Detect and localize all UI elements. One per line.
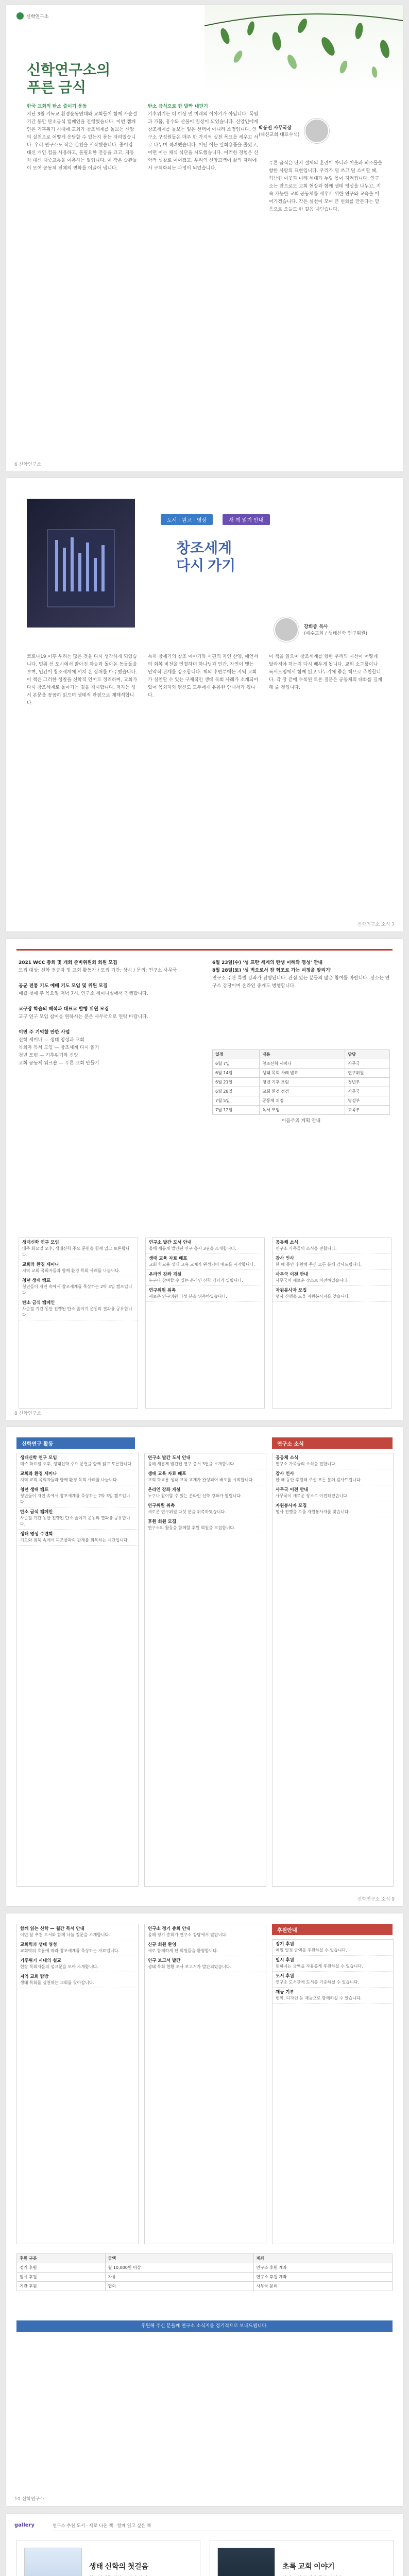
list-item: 연구위원 위촉 새로운 연구위원 다섯 분을 위촉하였습니다. [145,1501,266,1517]
table-caption: 이음주의 계획 안내 [281,1118,321,1124]
page-3 [6,939,403,1420]
notices-right [212,959,390,1042]
article-column-2 [148,103,259,453]
book-cover-image [27,499,135,628]
program-title: 이번 주 기억할 만한 사업 [19,1030,70,1035]
author-box [274,617,367,642]
list-item: 함께 읽는 신학 — 월간 독서 안내 이번 달 추천 도서와 함께 나눌 질문을 소개합니다. [17,1924,138,1940]
list-item: 교회와 환경 세미나 지역 교회 목회자들과 함께 환경 목회 사례를 나눕니다. [17,1469,138,1485]
support-table [16,2253,393,2291]
page-5 [6,1913,403,2506]
body-text: 푸른 금식은 단지 절제의 훈련이 아니라 이웃과 피조물을 향한 사랑의 표현입니다. 우리가 덜 쓰고 덜 소비할 때, 가난한 이웃과 미래 세대가 누릴 몫이 지켜집니다. 연구소는 앞으로도 교회 현장과 함께 생태 영성을 나누고, 지속 가능한 교회 공동체를 세우기 위한 연구와 교육을 이어가겠습니다. 작은 실천이 모여 큰 변화를 만든다는 믿음으로 오늘도 한 걸음 내딛습니다. [269,161,382,212]
table-row: 7월 5일 공동체 피정 영성부 [213,1096,390,1106]
program-item: 신학 세미나 — 생태 영성과 교회 [19,1038,84,1043]
list-item: 일시 후원 원하시는 금액을 자유롭게 후원하실 수 있습니다. [272,1956,393,1972]
author-name: 강희중 목사 [304,624,328,630]
section-tab: 도서 · 원고 · 영상 [161,514,213,525]
body-text: 기후위기는 더 이상 먼 미래의 이야기가 아닙니다. 폭염과 가뭄, 홍수와 산불이 일상이 되었습니다. 신앙인에게 창조세계를 돌보는 일은 선택이 아니라 소명입니다. 연구소 구성원들은 매주 한 가지씩 실천 목표를 세우고 서로 나누며 격려했습니다. 어떤 이는 일회용품을 줄였고, 어떤 이는 채식 식단을 시도했습니다. 이러한 경험은 신학적 성찰로 이어졌고, 우리의 신앙고백이 삶의 자리에서 구체화되는 과정이 되었습니다. [148,112,259,171]
notice-body: 연구소 주관 특별 강좌가 진행됩니다. 관심 있는 분들의 많은 참여를 바랍니다. 장소는 연구소 강당이며 온라인 중계도 병행합니다. [212,976,390,989]
table-header: 금액 [105,2254,253,2263]
news-box-left: 생태신학 연구 모임 매주 화요일 오후, 생태신학 주요 문헌을 함께 읽고 토론합니다. 교회와 환경 세미나 지역 교회 목회자들과 함께 환경 목회 사례를 나눕니다. 청년 생태 캠프 청년들이 자연 속에서 창조세계를 묵상하는 2박 3일 캠프입니다. 탄소 금식 캠페인 사순절 기간 동안 진행된 탄소 줄이기 운동의 결과를 공유합니다. [19,1238,138,1409]
article-column-1 [27,103,138,453]
list-item: 탄소 금식 캠페인 사순절 기간 동안 진행된 탄소 줄이기 운동의 결과를 공유합니다. [17,1507,138,1530]
author-role: (예수교회 / 생태신학 연구위원) [304,631,367,636]
list-item: 온라인 강좌 개설 누구나 참여할 수 있는 온라인 신학 강좌가 열립니다. [145,1485,266,1501]
article-column-1: 코로나19 이후 우리는 많은 것을 다시 생각하게 되었습니다. 멈춰 선 도시에서 맑아진 하늘과 돌아온 동물들을 보며, 인간이 창조세계에 끼쳐 온 상처를 마주했습니다. 이 책은 그러한 성찰을 신학적 언어로 정리하며, 교회가 다시 창조세계로 돌아가는 길을 제시합니다. 저자는 성서 본문을 꼼꼼히 읽으며 생태적 관점으로 재해석합니다. [27,654,138,706]
category-band: 신학연구 활동 [16,1437,135,1449]
activity-list [16,1453,139,1887]
list-item: 공동체 소식 연구소 가족들의 소식을 전합니다. [272,1453,393,1469]
notice-title: 2021 WCC 총회 및 개회 준비위원회 회원 모집 [19,960,117,965]
table-row: 6월 21일 청년 기후 포럼 청년부 [213,1078,390,1087]
category-band: 후원안내 [272,1924,393,1935]
author-name: 박동진 사무국장 [259,126,292,131]
author-role: (대신교회 대표수석) [259,132,300,138]
category-band: 연구소 소식 [272,1437,393,1449]
list-item: 정기 후원 매월 일정 금액을 후원하실 수 있습니다. [272,1940,393,1956]
page-number: 신학연구소 소식 9 [357,1897,395,1902]
list-item: 연구소 발간 도서 안내 올해 새롭게 발간된 연구 총서 3권을 소개합니다. [145,1453,266,1469]
news-box-right: 공동체 소식 연구소 가족들의 소식을 전합니다. 감사 인사 한 해 동안 후원해 주신 모든 분께 감사드립니다. 사무국 이전 안내 사무국이 새로운 장소로 이전하였습니다. 자원봉사자 모집 행사 진행을 도울 자원봉사자를 찾습니다. [272,1238,391,1409]
notice-list [144,1924,266,2244]
support-list [272,1939,394,2244]
page-4 [6,1427,403,1906]
table-row: 6월 7일 창조신학 세미나 사무국 [213,1059,390,1069]
book-cover [24,2548,82,2576]
list-item: 후원 회원 모집 연구소의 활동을 함께할 후원 회원을 모집합니다. [145,1517,266,1533]
logo-text: 신학연구소 [26,14,49,20]
list-item: 연구소 정기 총회 안내 올해 정기 총회가 연구소 강당에서 열립니다. [145,1924,266,1940]
list-item: 신규 회원 환영 새로 함께하게 된 회원들을 환영합니다. [145,1940,266,1956]
schedule-table [212,1049,390,1124]
list-item: 생태 교육 자료 배포 교회 학교용 생태 교육 교재가 완성되어 배포를 시작합니다. [145,1469,266,1485]
table-header: 일정 [213,1050,260,1059]
article-title: 신학연구소의 푸른 금식 [27,62,111,96]
list-item: 교회력과 생태 영성 교회력의 흐름에 따라 창조세계를 묵상하는 자료입니다. [17,1940,138,1956]
list-item: 사무국 이전 안내 사무국이 새로운 장소로 이전하였습니다. [272,1485,393,1501]
list-item: 연구 보고서 발간 생태 목회 현황 조사 보고서가 발간되었습니다. [145,1956,266,1972]
gallery-tag: gallery [14,2522,35,2528]
table-header: 내용 [260,1050,345,1059]
table-row: 기관 후원 협의 사무국 문의 [17,2282,393,2291]
notice-title: 교구장 학습의 해석과 대표교 발행 위원 모집 [19,1007,109,1012]
leaf-logo-icon [16,12,24,20]
top-rule [16,949,393,951]
author-photo [304,118,329,143]
page-number: 6 신학연구소 [14,462,42,467]
author-photo [274,617,299,642]
notice-body: 교구 연구 모임 참여를 원하시는 분은 사무국으로 연락 바랍니다. [19,1014,148,1020]
page-number: 8 신학연구소 [14,1411,42,1416]
table-row: 정기 후원 월 10,000원 이상 연구소 후원 계좌 [17,2263,393,2273]
book-card [210,2540,394,2576]
page-6 [6,2514,403,2576]
article-column-3 [269,160,382,453]
notices-left [19,959,199,1227]
article-column-2: 특히 창세기의 창조 이야기와 시편의 자연 찬양, 예언서의 회복 비전을 연결하며 하나님과 인간, 자연이 맺는 언약적 관계를 강조합니다. 책의 후반부에는 지역 교회가 실천할 수 있는 구체적인 생태 목회 사례가 소개되어 있어 목회자와 평신도 모두에게 유용한 안내서가 됩니다. [148,654,259,698]
reading-list [16,1924,139,2244]
subheading: 탄소 금식으로 한 발짝 내딛기 [148,104,208,109]
news-list [144,1453,266,1887]
list-item: 자원봉사자 모집 행사 진행을 도울 자원봉사자를 찾습니다. [272,1501,393,1517]
leaves-illustration [204,5,403,93]
list-item: 기후위기 시대의 설교 현장 목회자들의 설교문을 모아 소개합니다. [17,1956,138,1972]
table-header: 계좌 [253,2254,392,2263]
article-title: 창조세계 다시 가기 [176,540,236,574]
community-list [272,1453,394,1887]
table-row: 6월 14일 생태 목회 사례 발표 연구위원 [213,1069,390,1078]
page-number: 신학연구소 소식 7 [357,922,395,927]
table-row: 일시 후원 자유 연구소 후원 계좌 [17,2273,393,2282]
notice-title: 6월 23일(수) '성 프란 세계의 탄생 이해와 영성' 안내 [212,960,323,965]
table-header: 담당 [345,1050,390,1059]
page-number: 10 신학연구소 [14,2497,44,2502]
page-2 [6,478,403,931]
program-item: 청년 포럼 — 기후위기와 신앙 [19,1053,79,1058]
book-card [16,2540,200,2576]
list-item: 생태신학 연구 모임 매주 화요일 오후, 생태신학 주요 문헌을 함께 읽고 토론합니다. [17,1453,138,1469]
section-tab-2: 새 책 읽기 안내 [223,514,270,525]
list-item: 재능 기부 번역, 디자인 등 재능으로 함께하실 수 있습니다. [272,1988,393,2004]
article-column-3: 이 책을 읽으며 창조세계를 향한 우리의 시선이 어떻게 달라져야 하는지 다시 배우게 됩니다. 교회 소그룹이나 독서모임에서 함께 읽고 나누기에 좋은 책으로 추천합니다. 각 장 끝에 수록된 토론 질문은 공동체의 대화를 깊게 해 줄 것입니다. [269,654,382,690]
list-item: 지역 교회 탐방 생태 목회를 실천하는 교회를 찾아갑니다. [17,1972,138,1988]
book-title: 생태 신학의 첫걸음 [89,2563,149,2571]
notice-title: 8월 28일(토) '성 벽으로서 잠 혁조로 가는 여정을 알리기' [212,968,332,973]
table-row: 7월 12일 독서 모임 교육부 [213,1106,390,1115]
gallery-strip: 연구소 추천 도서 · 새로 나온 책 · 함께 읽고 싶은 책 [53,2522,393,2531]
table-header: 후원 구분 [17,2254,106,2263]
subheading: 한국 교회의 탄소 줄이기 운동 [27,104,87,109]
page-1 [6,5,403,471]
body-text: 지난 3월 기독교 환경운동연대와 교회들이 함께 사순절 기간 동안 탄소금식 캠페인을 진행했습니다. 이번 캠페인은 기후위기 시대에 교회가 창조세계를 돌보는 신앙의 실천으로 어떻게 응답할 수 있는지 묻는 자리였습니다. 우리 연구소도 작은 실천을 시작했습니다. 종이컵 대신 개인 컵을 사용하고, 불필요한 전등을 끄고, 자동차 대신 대중교통을 이용하는 일입니다. 이 작은 습관들이 모여 공동체 전체의 변화를 이끌어 냅니다. [27,112,138,171]
table-row: 6월 28일 교회 환경 점검 사무국 [213,1087,390,1096]
program-item: 목회자 독서 모임 — 창조세계 다시 읽기 [19,1045,99,1050]
news-box-mid: 연구소 발간 도서 안내 올해 새롭게 발간된 연구 총서 3권을 소개합니다. 생태 교육 자료 배포 교회 학교용 생태 교육 교재가 완성되어 배포를 시작합니다. 온라인 강좌 개설 누구나 참여할 수 있는 온라인 신학 강좌가 열립니다. 연구위원 위촉 새로운 연구위원 다섯 분을 위촉하였습니다. [145,1238,265,1409]
support-footer-note: 후원해 주신 분들께 연구소 소식지를 정기적으로 보내드립니다. [16,2320,393,2332]
book-illustration [27,499,135,628]
notice-title: 공군 전통 기도 예배 기도 모임 및 위원 모집 [19,984,108,989]
list-item: 도서 후원 연구소 도서관에 도서를 기증하실 수 있습니다. [272,1972,393,1988]
program-item: 교회 공동체 워크숍 — 푸른 교회 만들기 [19,1061,99,1066]
notice-body: 매월 첫째 주 목요일 저녁 7시, 연구소 세미나실에서 진행합니다. [19,991,148,996]
list-item: 생태 영성 수련회 기도와 침묵 속에서 피조물과의 관계를 회복하는 시간입니다. [17,1530,138,1546]
list-item: 감사 인사 한 해 동안 후원해 주신 모든 분께 감사드립니다. [272,1469,393,1485]
author-box [259,118,329,143]
book-cover [217,2548,275,2576]
logo [14,11,54,21]
notice-body: 모집 대상: 신학 전공자 및 교회 활동가 / 모집 기간: 상시 / 문의: 연구소 사무국 [19,968,177,973]
list-item: 청년 생태 캠프 청년들이 자연 속에서 창조세계를 묵상하는 2박 3일 캠프입니다. [17,1485,138,1507]
book-title: 초록 교회 이야기 [282,2563,335,2571]
leaf-banner-image [204,5,403,93]
